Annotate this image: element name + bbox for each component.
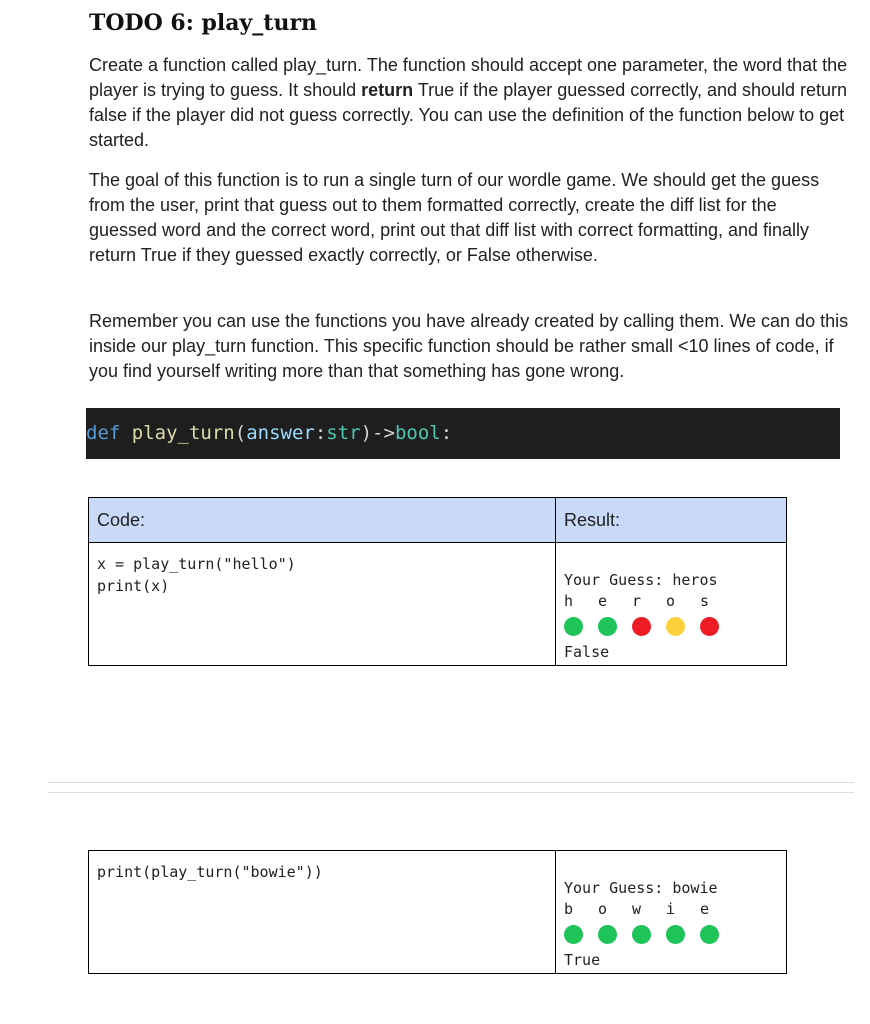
section-divider bbox=[48, 792, 854, 793]
status-dot bbox=[700, 925, 719, 944]
example1-code-cell: x = play_turn("hello") print(x) bbox=[89, 543, 556, 666]
goal-paragraph: The goal of this function is to run a single turn of our wordle game. We should get the guess from the user, print that guess out to them formatted correctly, create the diff list for the guessed word and the correct word, print out that diff list with correct formatting, and finally return True if they guessed exactly correctly, or False otherwise. bbox=[89, 170, 820, 265]
status-dot bbox=[564, 925, 583, 944]
code-end-colon: : bbox=[440, 422, 453, 444]
code-arrow: )-> bbox=[360, 422, 395, 444]
letter: o bbox=[598, 900, 608, 918]
intro-text-before: Create a function called play_turn. The function should accept one parameter, the word that the player is trying to guess. It should bbox=[89, 55, 848, 100]
function-definition-code[interactable] bbox=[86, 408, 840, 459]
status-dot bbox=[666, 925, 685, 944]
letter: e bbox=[598, 592, 608, 610]
example-table-2 bbox=[88, 850, 787, 974]
code-open-paren: ( bbox=[234, 422, 247, 444]
example1-result-cell bbox=[556, 543, 787, 666]
result-header-cell: Result: bbox=[556, 498, 787, 543]
letter: s bbox=[700, 592, 710, 610]
example1-return-value: False bbox=[564, 643, 610, 661]
status-dot bbox=[598, 617, 617, 636]
status-dot bbox=[598, 925, 617, 944]
letter: h bbox=[564, 592, 574, 610]
status-dot bbox=[700, 617, 719, 636]
code-function-name: play_turn bbox=[131, 422, 235, 444]
example2-guess-line: Your Guess: bowie bbox=[564, 879, 718, 897]
example1-dots bbox=[564, 611, 778, 641]
letter: e bbox=[700, 900, 710, 918]
code-param-name: answer bbox=[246, 422, 315, 444]
status-dot bbox=[564, 617, 583, 636]
example1-letters bbox=[564, 591, 778, 611]
letter: o bbox=[666, 592, 676, 610]
section-title: TODO 6: play_turn bbox=[89, 10, 318, 36]
letter: w bbox=[632, 900, 642, 918]
letter: b bbox=[564, 900, 574, 918]
reminder-paragraph: Remember you can use the functions you have already created by calling them. We can do this inside our play_turn function. This specific function should be rather small <10 lines of code, if you find yourself writing more than that something has gone wrong. bbox=[89, 311, 849, 381]
intro-paragraph bbox=[89, 53, 849, 153]
status-dot bbox=[666, 617, 685, 636]
intro-bold-return: return bbox=[361, 80, 414, 100]
code-def-keyword: def bbox=[86, 422, 121, 444]
intro-text-after: True if the player guessed correctly, and should return false if the player did not guess correctly. You can use the definition of the function below to get started. bbox=[89, 80, 848, 150]
status-dot bbox=[632, 925, 651, 944]
letter: r bbox=[632, 592, 642, 610]
example2-return-value: True bbox=[564, 951, 601, 969]
section-divider bbox=[48, 782, 854, 783]
letter: i bbox=[666, 900, 676, 918]
code-return-type: bool bbox=[394, 422, 441, 444]
example2-code-cell: print(play_turn("bowie")) bbox=[89, 851, 556, 974]
example2-result-cell bbox=[556, 851, 787, 974]
example1-guess-line: Your Guess: heros bbox=[564, 571, 718, 589]
status-dot bbox=[632, 617, 651, 636]
code-header-cell: Code: bbox=[89, 498, 556, 543]
example2-dots bbox=[564, 919, 778, 949]
code-colon: : bbox=[314, 422, 327, 444]
code-param-type: str bbox=[326, 422, 361, 444]
example-table-1 bbox=[88, 497, 787, 666]
example2-letters bbox=[564, 899, 778, 919]
